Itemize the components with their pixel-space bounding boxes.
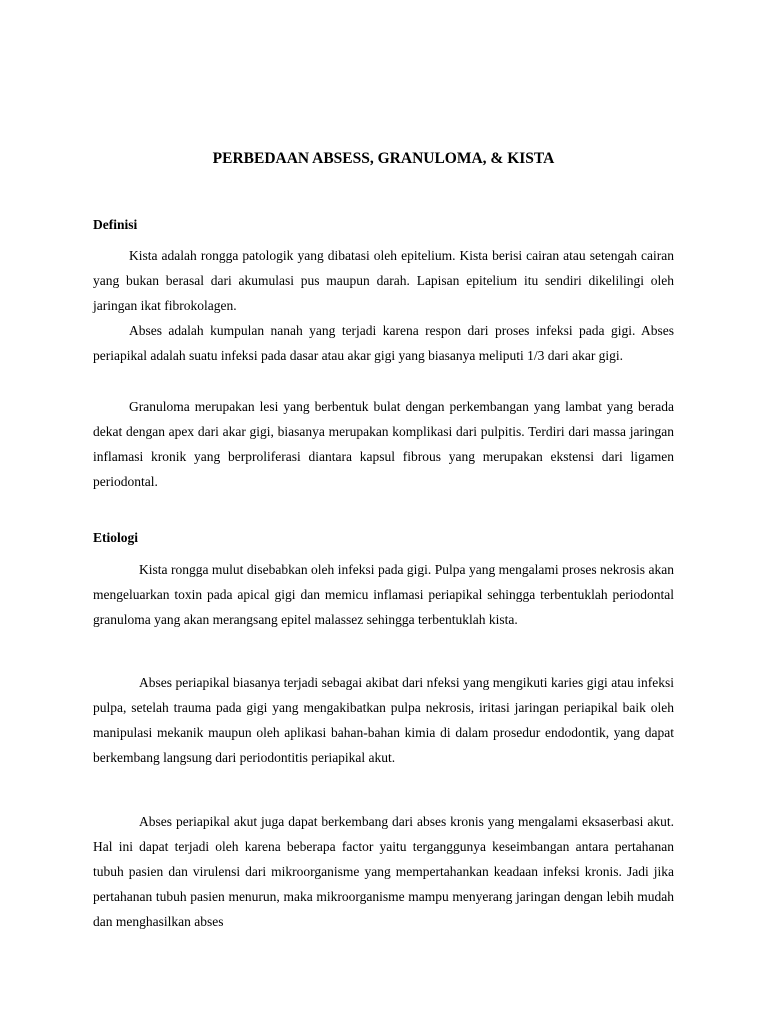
section-heading-definisi: Definisi bbox=[93, 217, 138, 232]
paragraph-abses-akut-etiology: Abses periapikal akut juga dapat berkembang dari abses kronis yang mengalami eksaserbasi akut. Hal ini dapat terjadi oleh karena beberapa factor yaitu terganggunya keseimbangan antara pertahanan tubuh pasien dan virulensi dari mikroorganisme yang mempertahankan keadaan infeksi kronis. Jadi jika pertahanan tubuh pasien menurun, maka mikroorganisme mampu menyerang jaringan dengan lebih mudah dan menghasilkan abses bbox=[93, 814, 674, 929]
document-title: PERBEDAAN ABSESS, GRANULOMA, & KISTA bbox=[212, 150, 555, 167]
paragraph-abses-definition: Abses adalah kumpulan nanah yang terjadi karena respon dari proses infeksi pada gigi. Abses periapikal adalah suatu infeksi pada dasar atau akar gigi yang biasanya meliputi 1/3 dari akar gigi. bbox=[93, 323, 674, 363]
section-heading-etiologi: Etiologi bbox=[93, 530, 139, 545]
paragraph-abses-etiology: Abses periapikal biasanya terjadi sebagai akibat dari nfeksi yang mengikuti karies gigi atau infeksi pulpa, setelah trauma pada gigi yang mengakibatkan pulpa nekrosis, iritasi jaringan periapikal baik oleh manipulasi mekanik maupun oleh aplikasi bahan-bahan kimia di dalam prosedur endodontik, yang dapat berkembang langsung dari periodontitis periapikal akut. bbox=[93, 675, 674, 765]
paragraph-granuloma-definition: Granuloma merupakan lesi yang berbentuk bulat dengan perkembangan yang lambat yang berada dekat dengan apex dari akar gigi, biasanya merupakan komplikasi dari pulpitis. Terdiri dari massa jaringan inflamasi kronik yang berproliferasi diantara kapsul fibrous yang merupakan ekstensi dari ligamen periodontal. bbox=[93, 399, 674, 489]
paragraph-kista-etiology: Kista rongga mulut disebabkan oleh infeksi pada gigi. Pulpa yang mengalami proses nekrosis akan mengeluarkan toxin pada apical gigi dan memicu inflamasi periapikal sehingga terbentuklah periodontal granuloma yang akan merangsang epitel malassez sehingga terbentuklah kista. bbox=[93, 562, 674, 627]
paragraph-kista-definition: Kista adalah rongga patologik yang dibatasi oleh epitelium. Kista berisi cairan atau setengah cairan yang bukan berasal dari akumulasi pus maupun darah. Lapisan epitelium itu sendiri dikelilingi oleh jaringan ikat fibrokolagen. bbox=[93, 248, 674, 313]
